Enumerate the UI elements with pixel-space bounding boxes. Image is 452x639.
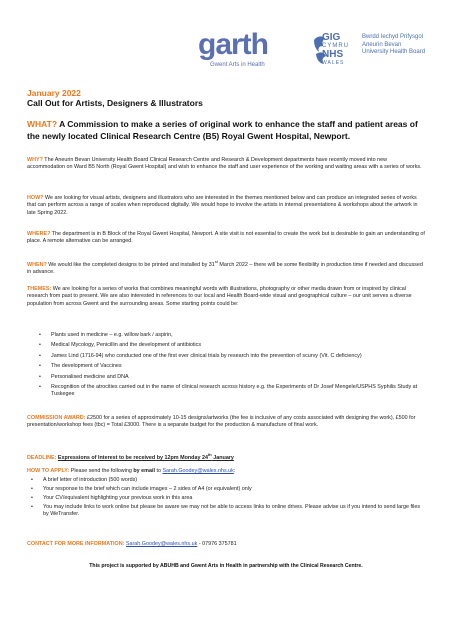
where-section [27,231,425,246]
board-name-aneurin: Aneurin Bevan [362,41,402,48]
when-label: WHEN? [27,261,47,268]
apply-text-end: : [233,468,236,474]
list-item: • Recognition of the atrocities carried out in the name of clinical research across history e.g. the Experiments of Dr Josef Mengele/USPHS Syphilis Study at Tuskegee [35,384,425,399]
nhs-wales-logo [300,32,430,72]
what-section [27,119,425,142]
list-item: • Plants used in medicine – e.g. willow bark / aspirin, [35,332,425,339]
apply-email-link[interactable]: Sarah.Goodey@wales.nhs.uk [162,468,234,474]
apply-text-bold: by email [133,468,155,474]
when-text-start: We would like the completed designs to be printed and installed by 31 [48,261,215,268]
list-item: • A brief letter of introduction (500 words) [27,477,425,484]
why-text: The Aneurin Bevan University Health Board Clinical Research Centre and Research & Development departments have recently moved into new accommodation on Ward B5 North (Royal Gwent Hospital) and wish to enhance the staff and user experience of the working and waiting areas with a series of works. [27,157,422,171]
why-label: WHY? [27,157,43,163]
contact-label: CONTACT FOR MORE INFORMATION: [27,541,125,547]
when-text-end: March 2022 – there will be some flexibility in production time if needed and discussed in advance. [27,261,423,276]
what-text: A Commission to make a series of original work to enhance the staff and patient areas of the newly located Clinical Research Centre (B5) Royal Gwent Hospital, Newport. [27,119,418,141]
garth-wordmark: garth [198,28,268,61]
award-section [27,415,425,430]
award-label: COMMISSION AWARD: [27,415,86,421]
apply-text-start: Please send the following [70,468,132,474]
contact-email-link[interactable]: Sarah.Goodey@wales.nhs.uk [125,541,198,547]
document-title: Call Out for Artists, Designers & Illustrators [27,98,203,108]
when-text-sup: st [214,259,218,264]
deadline-text-sup: th [207,452,212,457]
where-label: WHERE? [27,231,51,237]
when-section [27,258,425,277]
when-text [27,259,423,276]
document-date: January 2022 [27,88,81,98]
how-label: HOW? [27,195,44,201]
award-text: £2500 for a series of approximately 10-15 designs/artworks (the fee is inclusive of any costs associated with designing the work), £500 for presentation/workshop fees (tbc) = Total £3000. There is a separate budget for the production & manufacture of final work. [27,415,416,429]
footer-note: This project is supported by ABUHB and Gwent Arts in Health in partnership with the Clinical Research Centre. [89,563,363,569]
list-item: • Your response to the brief which can include images – 2 sides of A4 (or equivalent) only [27,486,425,493]
apply-text-to: to [156,468,161,474]
deadline-section [27,451,425,462]
themes-list [35,332,425,399]
contact-section [27,541,425,548]
contact-phone: - 07976 375781 [197,541,237,547]
themes-text: We are looking for a series of works that combines meaningful words with illustrations, photography or other media drawn from or inspired by clinical research from past to present. We are also interested in references to our local and Health Board-wide visual and geographical culture – our unit serves a diverse population from across Gwent and the surrounding areas. Some starting points could be: [27,286,412,307]
nhs-gig-text: GIG [322,32,341,43]
garth-logo [198,30,292,74]
nhs-text: NHS [322,49,344,60]
list-item: • Personalised medicine and DNA [35,374,425,381]
what-label: WHAT? [27,119,58,129]
board-name-english: University Health Board [362,49,426,55]
list-item: • Your CV/equivalent highlighting your previous work in this area [27,495,425,502]
health-board-name [362,34,432,57]
themes-label: THEMES: [27,286,52,292]
list-item: • James Lind (1716-94) who conducted one of the first ever clinical trials by research into the prevention of scurvy (Vit. C deficiency) [35,353,425,360]
where-text: The department is in B Block of the Royal Gwent Hospital, Newport. A site visit is not essential to create the work but is desirable to gain an understanding of place. A remote alternative can be arranged. [27,231,425,245]
how-text: We are looking for visual artists, designers and illustrators who are interested in the themes mentioned below and can produce an integrated series of works that can perform across a range of scales when reproduced digitally. We would hope to involve the artists in internal presentations & workshops about the artwork in late Spring 2022. [27,195,418,216]
board-name-welsh: Bwrdd Iechyd Prifysgol [362,34,424,40]
garth-tagline: Gwent Arts in Health [210,62,265,68]
themes-section [27,286,425,308]
deadline-text [57,452,234,461]
deadline-text-end: January [211,454,234,461]
nhs-cymru-text: CYMRU [322,43,349,49]
deadline-label: DEADLINE: [27,454,57,461]
how-section [27,195,425,217]
why-section [27,157,425,172]
nhs-wales-text: WALES [322,60,345,66]
list-item: • Medical Mycology, Penicillin and the development of antibiotics [35,342,425,349]
apply-label: HOW TO APPLY: [27,468,70,474]
deadline-text-start: Expressions of Interest to be received by 12pm Monday 24 [57,454,208,461]
apply-list [27,477,425,519]
list-item: • You may include links to work online but please be aware we may not be able to access links to online drives. Please advise us if you intend to send large files by WeTransfer. [27,504,425,519]
list-item: • The development of Vaccines [35,363,425,370]
apply-section [27,468,425,475]
